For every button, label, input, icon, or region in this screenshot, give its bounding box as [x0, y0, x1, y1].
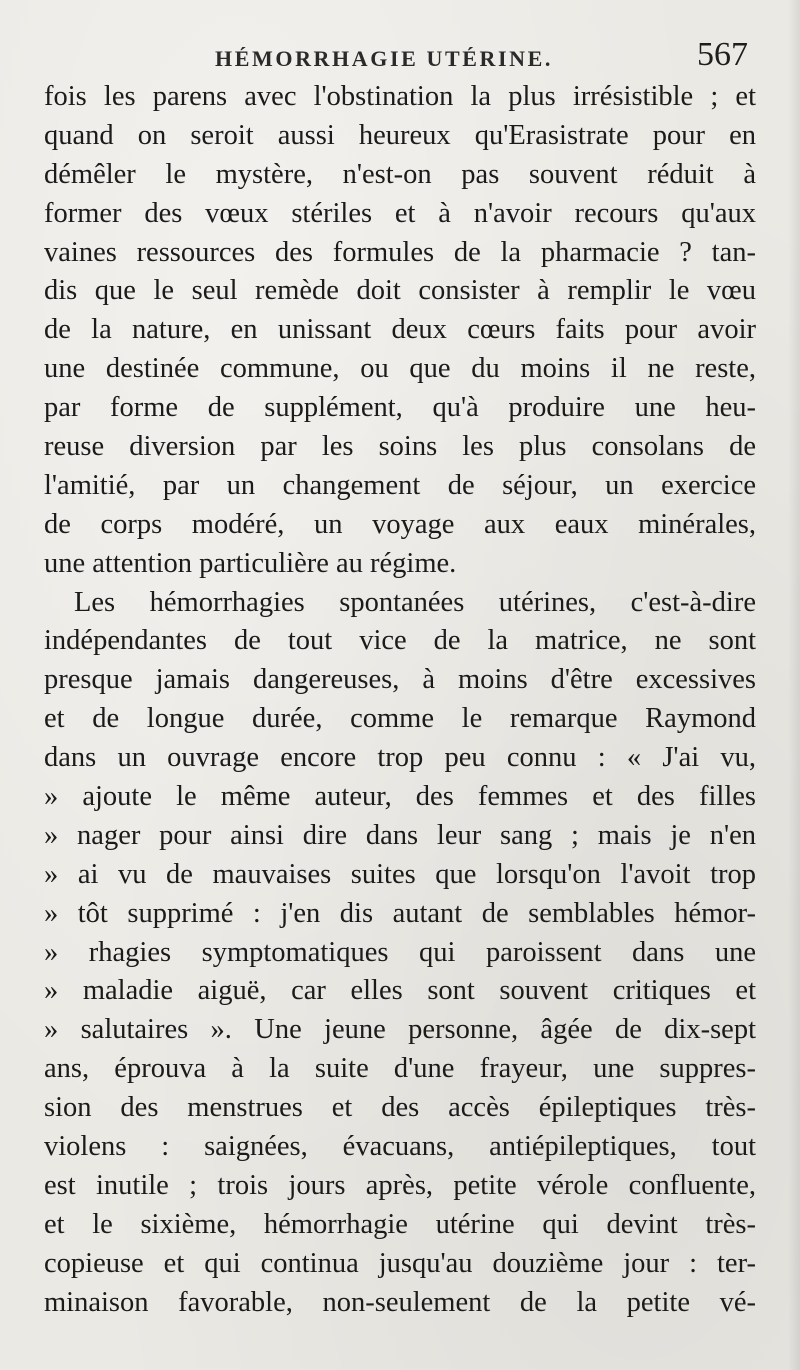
text-line: de la nature, en unissant deux cœurs faits pour avoir — [44, 314, 756, 346]
text-line: et de longue durée, comme le remarque Raymond — [44, 703, 756, 735]
text-line: presque jamais dangereuses, à moins d'être excessives — [44, 664, 756, 696]
text-line: une destinée commune, ou que du moins il ne reste, — [44, 353, 756, 385]
quote-line: » rhagies symptomatiques qui paroissent dans une — [44, 936, 756, 968]
running-title: HÉMORRHAGIE UTÉRINE. — [215, 46, 554, 71]
page-number: 567 — [697, 36, 748, 73]
text-line: de corps modéré, un voyage aux eaux minérales, — [44, 508, 756, 540]
quote-line: » ajoute le même auteur, des femmes et des filles — [44, 781, 756, 813]
text-line: former des vœux stériles et à n'avoir recours qu'aux — [44, 197, 756, 229]
text-line: fois les parens avec l'obstination la plus irrésistible ; et — [44, 81, 756, 112]
quote-line: » ai vu de mauvaises suites que lorsqu'on l'avoit trop — [44, 858, 756, 890]
text-line: violens : saignées, évacuans, antiépileptiques, tout — [44, 1131, 756, 1163]
text-line: est inutile ; trois jours après, petite vérole confluente, — [44, 1169, 756, 1201]
text-line: quand on seroit aussi heureux qu'Erasistrate pour en — [44, 119, 756, 151]
text-line: vaines ressources des formules de la pharmacie ? tan- — [44, 236, 756, 268]
text-line: démêler le mystère, n'est-on pas souvent réduit à — [44, 158, 756, 190]
page-edge-shadow — [788, 0, 800, 1370]
text-line: ans, éprouva à la suite d'une frayeur, une suppres- — [44, 1053, 756, 1085]
quote-line: » nager pour ainsi dire dans leur sang ; mais je n'en — [44, 819, 756, 851]
text-line: par forme de supplément, qu'à produire une heu- — [44, 392, 756, 424]
running-head — [0, 36, 800, 78]
paragraph-end-line: une attention particulière au régime. — [44, 547, 457, 579]
quote-line: » maladie aiguë, car elles sont souvent critiques et — [44, 975, 756, 1007]
text-line: dans un ouvrage encore trop peu connu : « J'ai vu, — [44, 742, 756, 774]
text-line: reuse diversion par les soins les plus consolans de — [44, 431, 756, 463]
text-line: copieuse et qui continua jusqu'au douzième jour : ter- — [44, 1247, 756, 1279]
text-line: et le sixième, hémorrhagie utérine qui devint très- — [44, 1208, 756, 1240]
text-line: minaison favorable, non-seulement de la petite vé- — [44, 1286, 756, 1318]
body-text — [44, 78, 756, 1323]
text-line: dis que le seul remède doit consister à remplir le vœu — [44, 275, 756, 307]
quote-line: » tôt supprimé : j'en dis autant de semblables hémor- — [44, 897, 756, 929]
text-line: sion des menstrues et des accès épileptiques très- — [44, 1092, 756, 1124]
paragraph-start-line: Les hémorrhagies spontanées utérines, c'est-à-dire — [74, 586, 756, 618]
text-line: l'amitié, par un changement de séjour, un exercice — [44, 469, 756, 501]
text-line: indépendantes de tout vice de la matrice, ne sont — [44, 625, 756, 657]
quote-line: » salutaires ». Une jeune personne, âgée de dix-sept — [44, 1014, 756, 1046]
